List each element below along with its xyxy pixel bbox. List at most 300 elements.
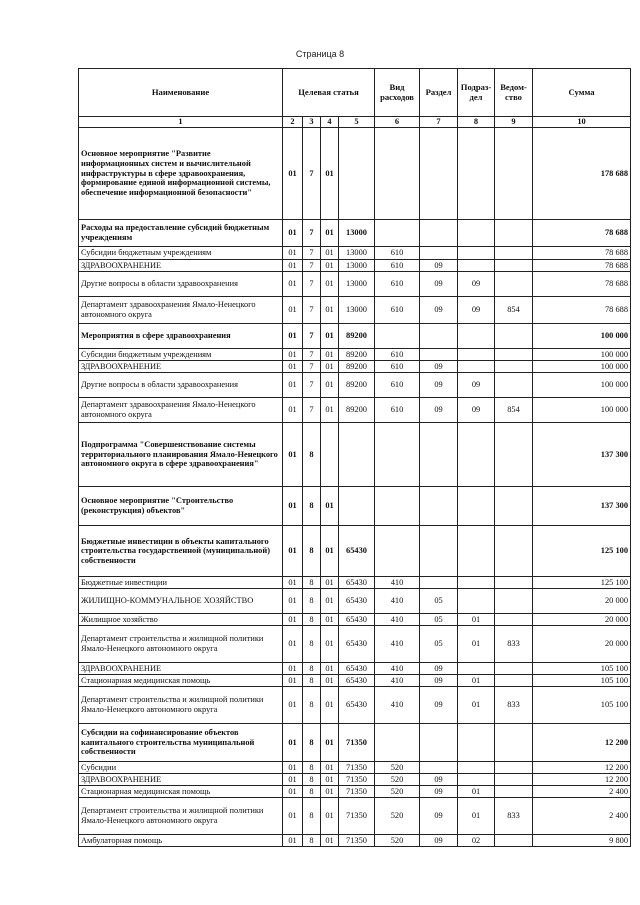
cell-department xyxy=(495,614,533,626)
cell-subsection: 01 xyxy=(458,786,495,798)
cell-target-event: 01 xyxy=(321,675,339,687)
cell-expense-type: 520 xyxy=(375,762,420,774)
cell-name: Стационарная медицинская помощь xyxy=(79,786,283,798)
cell-expense-type: 410 xyxy=(375,675,420,687)
cell-target-subprogram: 8 xyxy=(303,724,321,762)
cell-target-program: 01 xyxy=(283,835,303,847)
cell-target-subprogram: 8 xyxy=(303,423,321,487)
cell-subsection xyxy=(458,589,495,614)
cell-department xyxy=(495,675,533,687)
cell-target-event: 01 xyxy=(321,774,339,786)
cell-target-subprogram: 7 xyxy=(303,128,321,220)
cell-expense-type: 410 xyxy=(375,589,420,614)
table-row xyxy=(79,297,631,324)
cell-subsection xyxy=(458,762,495,774)
col-number: 2 xyxy=(283,117,303,128)
col-number: 5 xyxy=(339,117,375,128)
cell-target-program: 01 xyxy=(283,349,303,361)
table-row xyxy=(79,835,631,847)
cell-target-subprogram: 8 xyxy=(303,589,321,614)
cell-subsection xyxy=(458,774,495,786)
table-row xyxy=(79,614,631,626)
cell-target-event: 01 xyxy=(321,373,339,398)
cell-sum: 9 800 xyxy=(533,835,631,847)
cell-target-subprogram: 8 xyxy=(303,786,321,798)
cell-section: 09 xyxy=(420,786,458,798)
cell-expense-type xyxy=(375,423,420,487)
cell-subsection: 09 xyxy=(458,373,495,398)
cell-subsection xyxy=(458,220,495,247)
cell-target-direction: 71350 xyxy=(339,774,375,786)
cell-target-direction: 65430 xyxy=(339,577,375,589)
cell-sum: 125 100 xyxy=(533,577,631,589)
cell-subsection: 01 xyxy=(458,626,495,663)
cell-target-program: 01 xyxy=(283,361,303,373)
cell-expense-type: 410 xyxy=(375,626,420,663)
cell-target-subprogram: 7 xyxy=(303,220,321,247)
cell-department: 854 xyxy=(495,297,533,324)
cell-target-event: 01 xyxy=(321,798,339,835)
cell-expense-type: 610 xyxy=(375,272,420,297)
cell-target-event: 01 xyxy=(321,687,339,724)
cell-section: 09 xyxy=(420,398,458,423)
cell-section: 09 xyxy=(420,663,458,675)
cell-target-subprogram: 8 xyxy=(303,487,321,526)
table-row xyxy=(79,128,631,220)
cell-department: 854 xyxy=(495,398,533,423)
cell-name: Основное мероприятие "Строительство (реконструкция) объектов" xyxy=(79,487,283,526)
header-expense-type: Вид расходов xyxy=(375,69,420,117)
cell-expense-type xyxy=(375,324,420,349)
cell-section xyxy=(420,577,458,589)
cell-target-program: 01 xyxy=(283,724,303,762)
cell-department: 833 xyxy=(495,687,533,724)
cell-target-direction: 13000 xyxy=(339,247,375,260)
cell-target-direction: 65430 xyxy=(339,626,375,663)
cell-target-event: 01 xyxy=(321,526,339,577)
cell-section xyxy=(420,324,458,349)
cell-department xyxy=(495,786,533,798)
cell-expense-type xyxy=(375,128,420,220)
cell-name: Расходы на предоставление субсидий бюджетным учреждениям xyxy=(79,220,283,247)
cell-department xyxy=(495,423,533,487)
header-target-article: Целевая статья xyxy=(283,69,375,117)
cell-name: Другие вопросы в области здравоохранения xyxy=(79,373,283,398)
header-name: Наименование xyxy=(79,69,283,117)
cell-target-event: 01 xyxy=(321,786,339,798)
cell-department xyxy=(495,247,533,260)
cell-subsection xyxy=(458,526,495,577)
cell-target-direction: 13000 xyxy=(339,297,375,324)
col-number: 3 xyxy=(303,117,321,128)
cell-department xyxy=(495,272,533,297)
cell-expense-type: 610 xyxy=(375,260,420,272)
col-number: 10 xyxy=(533,117,631,128)
cell-sum: 137 300 xyxy=(533,487,631,526)
cell-target-program: 01 xyxy=(283,398,303,423)
cell-target-program: 01 xyxy=(283,220,303,247)
cell-name: Жилищное хозяйство xyxy=(79,614,283,626)
table-row xyxy=(79,663,631,675)
cell-target-event: 01 xyxy=(321,724,339,762)
cell-target-direction xyxy=(339,487,375,526)
cell-section: 09 xyxy=(420,272,458,297)
cell-target-event: 01 xyxy=(321,614,339,626)
cell-target-direction: 89200 xyxy=(339,361,375,373)
table-row xyxy=(79,687,631,724)
table-row xyxy=(79,349,631,361)
cell-section: 05 xyxy=(420,614,458,626)
cell-name: Субсидии xyxy=(79,762,283,774)
cell-target-subprogram: 7 xyxy=(303,324,321,349)
cell-name: Субсидии на софинансирование объектов капитального строительства муниципальной собственности xyxy=(79,724,283,762)
cell-subsection: 09 xyxy=(458,398,495,423)
cell-section xyxy=(420,526,458,577)
cell-expense-type: 410 xyxy=(375,577,420,589)
cell-department xyxy=(495,774,533,786)
cell-expense-type: 410 xyxy=(375,614,420,626)
cell-expense-type: 520 xyxy=(375,774,420,786)
col-number: 1 xyxy=(79,117,283,128)
cell-section xyxy=(420,724,458,762)
cell-target-direction: 65430 xyxy=(339,526,375,577)
header-subsection: Подраз- дел xyxy=(458,69,495,117)
cell-target-program: 01 xyxy=(283,487,303,526)
cell-target-subprogram: 7 xyxy=(303,247,321,260)
cell-name: Мероприятия в сфере здравоохранения xyxy=(79,324,283,349)
cell-name: Департамент здравоохранения Ямало-Ненецкого автономного округа xyxy=(79,398,283,423)
cell-sum: 105 100 xyxy=(533,675,631,687)
table-row xyxy=(79,675,631,687)
col-number: 7 xyxy=(420,117,458,128)
cell-section: 09 xyxy=(420,835,458,847)
cell-target-event: 01 xyxy=(321,398,339,423)
cell-section xyxy=(420,762,458,774)
cell-section: 09 xyxy=(420,373,458,398)
cell-name: ЗДРАВООХРАНЕНИЕ xyxy=(79,663,283,675)
cell-sum: 20 000 xyxy=(533,626,631,663)
header-department: Ведом- ство xyxy=(495,69,533,117)
cell-sum: 125 100 xyxy=(533,526,631,577)
cell-target-program: 01 xyxy=(283,774,303,786)
cell-expense-type xyxy=(375,487,420,526)
cell-target-direction: 89200 xyxy=(339,373,375,398)
cell-target-program: 01 xyxy=(283,663,303,675)
cell-target-subprogram: 7 xyxy=(303,297,321,324)
col-number: 4 xyxy=(321,117,339,128)
cell-section: 05 xyxy=(420,626,458,663)
cell-target-program: 01 xyxy=(283,128,303,220)
cell-sum: 2 400 xyxy=(533,798,631,835)
header-section: Раздел xyxy=(420,69,458,117)
cell-target-event: 01 xyxy=(321,349,339,361)
table-row xyxy=(79,260,631,272)
cell-department xyxy=(495,260,533,272)
cell-department xyxy=(495,526,533,577)
table-row xyxy=(79,626,631,663)
cell-target-subprogram: 8 xyxy=(303,577,321,589)
cell-subsection: 01 xyxy=(458,614,495,626)
cell-sum: 20 000 xyxy=(533,614,631,626)
cell-section xyxy=(420,220,458,247)
cell-department xyxy=(495,349,533,361)
cell-sum: 178 688 xyxy=(533,128,631,220)
cell-target-program: 01 xyxy=(283,272,303,297)
table-row xyxy=(79,762,631,774)
table-row xyxy=(79,272,631,297)
table-row xyxy=(79,774,631,786)
cell-target-program: 01 xyxy=(283,260,303,272)
cell-target-subprogram: 7 xyxy=(303,260,321,272)
cell-department: 833 xyxy=(495,626,533,663)
cell-subsection xyxy=(458,663,495,675)
table-row xyxy=(79,487,631,526)
cell-target-subprogram: 7 xyxy=(303,349,321,361)
cell-target-event: 01 xyxy=(321,577,339,589)
cell-target-subprogram: 7 xyxy=(303,398,321,423)
table-row xyxy=(79,373,631,398)
cell-section xyxy=(420,247,458,260)
table-row xyxy=(79,361,631,373)
cell-sum: 100 000 xyxy=(533,373,631,398)
table-row xyxy=(79,798,631,835)
cell-department xyxy=(495,487,533,526)
cell-target-program: 01 xyxy=(283,762,303,774)
cell-target-program: 01 xyxy=(283,675,303,687)
cell-subsection xyxy=(458,324,495,349)
cell-name: Департамент строительства и жилищной политики Ямало-Ненецкого автономного округа xyxy=(79,626,283,663)
cell-target-direction: 71350 xyxy=(339,724,375,762)
cell-target-event: 01 xyxy=(321,247,339,260)
budget-table xyxy=(78,68,631,847)
cell-target-subprogram: 8 xyxy=(303,626,321,663)
page-number-label: Страница 8 xyxy=(295,49,345,59)
cell-department xyxy=(495,663,533,675)
cell-name: ЗДРАВООХРАНЕНИЕ xyxy=(79,774,283,786)
cell-expense-type: 520 xyxy=(375,798,420,835)
table-row xyxy=(79,577,631,589)
cell-sum: 100 000 xyxy=(533,349,631,361)
cell-section: 09 xyxy=(420,798,458,835)
cell-sum: 20 000 xyxy=(533,589,631,614)
cell-target-program: 01 xyxy=(283,297,303,324)
cell-department xyxy=(495,373,533,398)
cell-subsection xyxy=(458,349,495,361)
cell-target-event xyxy=(321,423,339,487)
cell-target-program: 01 xyxy=(283,526,303,577)
table-row xyxy=(79,786,631,798)
cell-target-subprogram: 7 xyxy=(303,361,321,373)
cell-department: 833 xyxy=(495,798,533,835)
cell-target-subprogram: 8 xyxy=(303,774,321,786)
table-row xyxy=(79,589,631,614)
cell-name: Субсидии бюджетным учреждениям xyxy=(79,349,283,361)
cell-target-direction: 13000 xyxy=(339,220,375,247)
cell-subsection xyxy=(458,487,495,526)
cell-sum: 100 000 xyxy=(533,361,631,373)
cell-subsection: 01 xyxy=(458,687,495,724)
cell-sum: 78 688 xyxy=(533,272,631,297)
cell-sum: 78 688 xyxy=(533,260,631,272)
cell-target-direction: 89200 xyxy=(339,324,375,349)
cell-target-direction xyxy=(339,423,375,487)
cell-target-program: 01 xyxy=(283,798,303,835)
cell-subsection xyxy=(458,724,495,762)
cell-target-subprogram: 8 xyxy=(303,675,321,687)
cell-target-subprogram: 8 xyxy=(303,762,321,774)
cell-section: 05 xyxy=(420,589,458,614)
cell-target-direction: 13000 xyxy=(339,272,375,297)
cell-target-direction: 65430 xyxy=(339,589,375,614)
cell-expense-type: 410 xyxy=(375,663,420,675)
cell-target-subprogram: 8 xyxy=(303,798,321,835)
cell-sum: 78 688 xyxy=(533,297,631,324)
table-row xyxy=(79,324,631,349)
cell-target-event: 01 xyxy=(321,128,339,220)
cell-department xyxy=(495,361,533,373)
cell-target-direction: 89200 xyxy=(339,398,375,423)
cell-expense-type: 610 xyxy=(375,247,420,260)
cell-expense-type xyxy=(375,526,420,577)
cell-target-event: 01 xyxy=(321,663,339,675)
cell-name: Субсидии бюджетным учреждениям xyxy=(79,247,283,260)
cell-target-program: 01 xyxy=(283,324,303,349)
cell-target-direction: 65430 xyxy=(339,675,375,687)
cell-subsection xyxy=(458,247,495,260)
cell-target-direction: 71350 xyxy=(339,835,375,847)
cell-name: Основное мероприятие "Развитие информационных систем и вычислительной инфраструктуры в сфере здравоохранения, формирование единой информационной системы, обеспечение информационной безопасности" xyxy=(79,128,283,220)
cell-section: 09 xyxy=(420,361,458,373)
cell-expense-type: 610 xyxy=(375,361,420,373)
cell-sum: 105 100 xyxy=(533,663,631,675)
col-number: 9 xyxy=(495,117,533,128)
cell-name: Другие вопросы в области здравоохранения xyxy=(79,272,283,297)
cell-name: ЗДРАВООХРАНЕНИЕ xyxy=(79,260,283,272)
cell-target-direction: 65430 xyxy=(339,687,375,724)
cell-target-event: 01 xyxy=(321,260,339,272)
cell-section xyxy=(420,487,458,526)
cell-sum: 12 200 xyxy=(533,774,631,786)
cell-target-event: 01 xyxy=(321,762,339,774)
cell-section: 09 xyxy=(420,774,458,786)
col-number: 8 xyxy=(458,117,495,128)
table-body xyxy=(79,128,631,847)
cell-name: Стационарная медицинская помощь xyxy=(79,675,283,687)
cell-target-program: 01 xyxy=(283,373,303,398)
cell-name: Бюджетные инвестиции xyxy=(79,577,283,589)
cell-target-subprogram: 8 xyxy=(303,526,321,577)
cell-sum: 78 688 xyxy=(533,220,631,247)
cell-department xyxy=(495,128,533,220)
cell-target-event: 01 xyxy=(321,220,339,247)
cell-subsection: 02 xyxy=(458,835,495,847)
cell-expense-type: 610 xyxy=(375,398,420,423)
cell-target-program: 01 xyxy=(283,423,303,487)
cell-sum: 78 688 xyxy=(533,247,631,260)
cell-target-event: 01 xyxy=(321,361,339,373)
cell-department xyxy=(495,577,533,589)
cell-name: Подпрограмма "Совершенствование системы территориального планирования Ямало-Ненецкого автономного округа в сфере здравоохранения" xyxy=(79,423,283,487)
cell-target-direction: 65430 xyxy=(339,663,375,675)
cell-name: ЖИЛИЩНО-КОММУНАЛЬНОЕ ХОЗЯЙСТВО xyxy=(79,589,283,614)
cell-target-event: 01 xyxy=(321,487,339,526)
cell-department xyxy=(495,589,533,614)
cell-target-subprogram: 8 xyxy=(303,663,321,675)
cell-sum: 12 200 xyxy=(533,762,631,774)
cell-name: ЗДРАВООХРАНЕНИЕ xyxy=(79,361,283,373)
cell-expense-type: 610 xyxy=(375,349,420,361)
cell-sum: 105 100 xyxy=(533,687,631,724)
cell-name: Амбулаторная помощь xyxy=(79,835,283,847)
cell-target-direction: 71350 xyxy=(339,762,375,774)
cell-target-program: 01 xyxy=(283,247,303,260)
cell-target-event: 01 xyxy=(321,324,339,349)
cell-target-program: 01 xyxy=(283,786,303,798)
cell-target-subprogram: 7 xyxy=(303,272,321,297)
cell-sum: 100 000 xyxy=(533,324,631,349)
cell-target-subprogram: 7 xyxy=(303,373,321,398)
cell-sum: 137 300 xyxy=(533,423,631,487)
cell-section xyxy=(420,349,458,361)
cell-section xyxy=(420,423,458,487)
cell-subsection: 01 xyxy=(458,798,495,835)
cell-subsection xyxy=(458,577,495,589)
cell-target-program: 01 xyxy=(283,626,303,663)
cell-sum: 12 200 xyxy=(533,724,631,762)
cell-subsection xyxy=(458,423,495,487)
cell-target-event: 01 xyxy=(321,589,339,614)
cell-expense-type xyxy=(375,724,420,762)
cell-target-subprogram: 8 xyxy=(303,835,321,847)
cell-name: Бюджетные инвестиции в объекты капитального строительства государственной (муниципальной) собственности xyxy=(79,526,283,577)
cell-section: 09 xyxy=(420,260,458,272)
cell-sum: 2 400 xyxy=(533,786,631,798)
cell-target-direction: 71350 xyxy=(339,798,375,835)
table-row xyxy=(79,247,631,260)
cell-subsection: 09 xyxy=(458,272,495,297)
cell-name: Департамент строительства и жилищной политики Ямало-Ненецкого автономного округа xyxy=(79,687,283,724)
cell-target-subprogram: 8 xyxy=(303,614,321,626)
cell-expense-type xyxy=(375,220,420,247)
cell-target-event: 01 xyxy=(321,297,339,324)
cell-target-program: 01 xyxy=(283,687,303,724)
cell-target-direction: 71350 xyxy=(339,786,375,798)
cell-section: 09 xyxy=(420,687,458,724)
cell-subsection xyxy=(458,361,495,373)
cell-target-event: 01 xyxy=(321,272,339,297)
cell-target-direction: 89200 xyxy=(339,349,375,361)
cell-target-direction xyxy=(339,128,375,220)
cell-department xyxy=(495,324,533,349)
table-row xyxy=(79,423,631,487)
cell-expense-type: 520 xyxy=(375,835,420,847)
cell-expense-type: 520 xyxy=(375,786,420,798)
cell-target-direction: 13000 xyxy=(339,260,375,272)
cell-subsection xyxy=(458,128,495,220)
cell-name: Департамент строительства и жилищной политики Ямало-Ненецкого автономного округа xyxy=(79,798,283,835)
cell-target-event: 01 xyxy=(321,835,339,847)
cell-subsection xyxy=(458,260,495,272)
cell-department xyxy=(495,762,533,774)
cell-subsection: 09 xyxy=(458,297,495,324)
table-row xyxy=(79,398,631,423)
cell-target-direction: 65430 xyxy=(339,614,375,626)
cell-department xyxy=(495,220,533,247)
cell-target-subprogram: 8 xyxy=(303,687,321,724)
cell-subsection: 01 xyxy=(458,675,495,687)
cell-section xyxy=(420,128,458,220)
cell-section: 09 xyxy=(420,297,458,324)
